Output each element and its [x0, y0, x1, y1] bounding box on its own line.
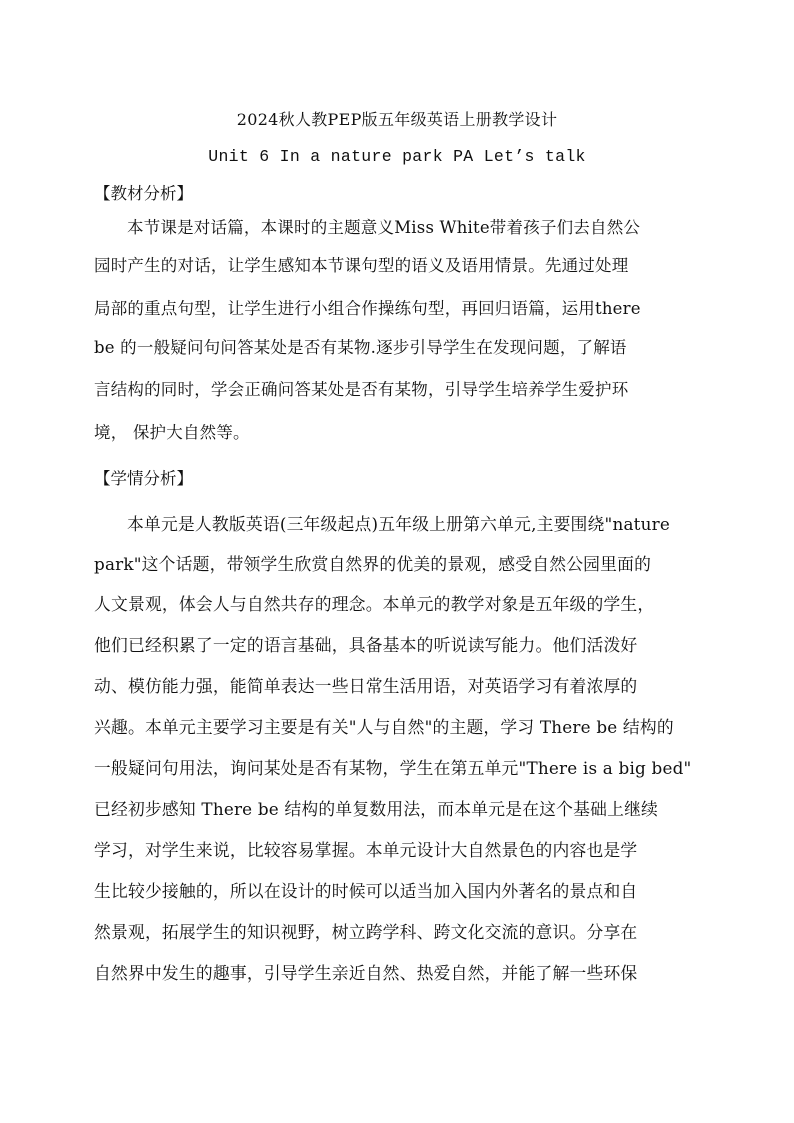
paragraph-line: 自然界中发生的趣事，引导学生亲近自然、热爱自然，并能了解一些环保	[94, 963, 638, 983]
paragraph-line: park"这个话题，带领学生欣赏自然界的优美的景观，感受自然公园里面的	[94, 554, 652, 574]
paragraph-line: 本节课是对话篇，本课时的主题意义Miss White带着孩子们去自然公	[127, 218, 641, 237]
document-subtitle: Unit 6 In a nature park PA Let’s talk	[208, 147, 586, 166]
paragraph-line: 已经初步感知 There be 结构的单复数用法，而本单元是在这个基础上继续	[94, 799, 659, 819]
paragraph-line: 一般疑问句用法，询问某处是否有某物，学生在第五单元"There is a big bed"	[94, 758, 692, 778]
paragraph-line: 本单元是人教版英语(三年级起点)五年级上册第六单元,主要围绕"nature	[127, 514, 670, 534]
paragraph-line: 兴趣。本单元主要学习主要是有关"人与自然"的主题，学习 There be 结构的	[94, 717, 674, 737]
paragraph-line: 境， 保护大自然等。	[94, 423, 250, 442]
paragraph-line: 学习，对学生来说，比较容易掌握。本单元设计大自然景色的内容也是学	[94, 840, 638, 860]
section-heading-student-analysis: 【学情分析】	[94, 469, 193, 488]
paragraph-line: be 的一般疑问句问答某处是否有某物.逐步引导学生在发现问题，了解语	[94, 338, 627, 357]
paragraph-line: 生比较少接触的，所以在设计的时候可以适当加入国内外著名的景点和自	[94, 881, 638, 901]
paragraph-line: 局部的重点句型，让学生进行小组合作操练句型，再回归语篇，运用there	[94, 299, 641, 318]
paragraph-line: 他们已经积累了一定的语言基础，具备基本的听说读写能力。他们活泼好	[94, 635, 638, 655]
paragraph-line: 人文景观，体会人与自然共存的理念。本单元的教学对象是五年级的学生，	[94, 594, 655, 614]
section-heading-textbook-analysis: 【教材分析】	[94, 184, 193, 203]
paragraph-line: 动、模仿能力强，能简单表达一些日常生活用语，对英语学习有着浓厚的	[94, 676, 638, 696]
paragraph-line: 园时产生的对话，让学生感知本节课句型的语义及语用情景。先通过处理	[94, 256, 629, 275]
document-title: 2024秋人教PEP版五年级英语上册教学设计	[236, 110, 558, 129]
paragraph-line: 言结构的同时，学会正确问答某处是否有某物，引导学生培养学生爱护环	[94, 380, 629, 399]
paragraph-line: 然景观，拓展学生的知识视野，树立跨学科、跨文化交流的意识。分享在	[94, 922, 638, 942]
